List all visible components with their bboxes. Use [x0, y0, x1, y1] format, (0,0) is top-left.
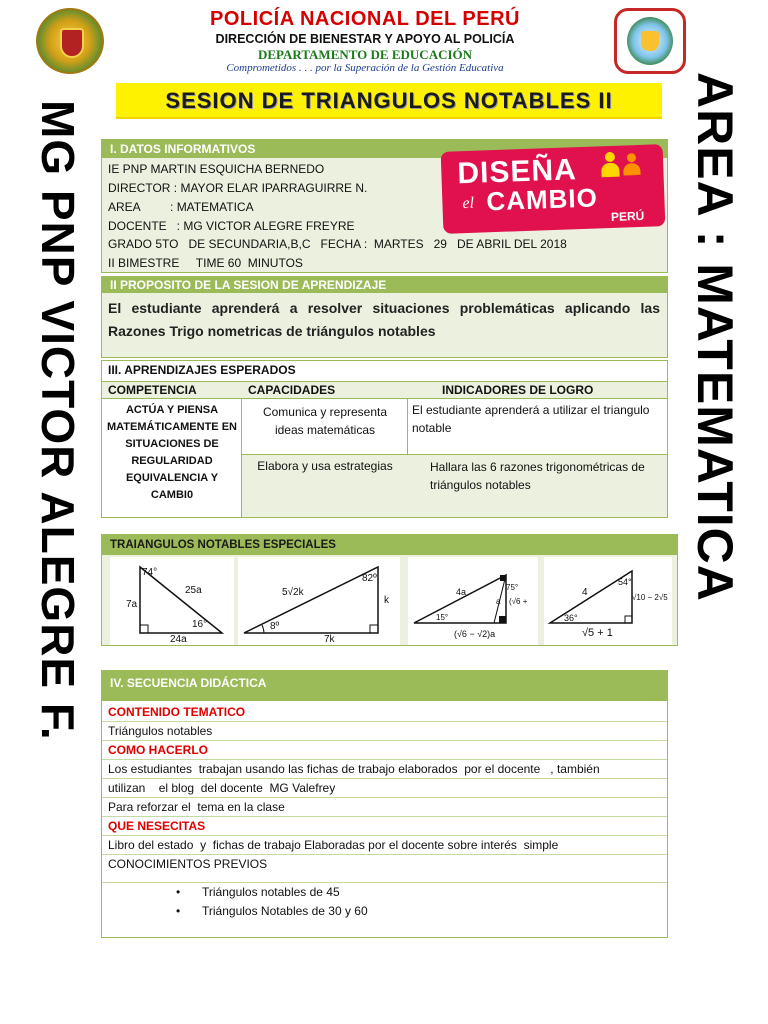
- datos-line-docente: DOCENTE : MG VICTOR ALEGRE FREYRE: [108, 219, 355, 233]
- secuencia-rows: [102, 701, 667, 881]
- datos-line-bimestre: II BIMESTRE TIME 60 MINUTOS: [108, 256, 303, 270]
- police-emblem-icon: [36, 8, 104, 74]
- row-necesitas: QUE NESECITAS: [102, 817, 667, 836]
- people-icon: [601, 151, 652, 183]
- row-previos: CONOCIMIENTOS PREVIOS: [102, 855, 667, 883]
- list-item: • Triángulos notables de 45: [176, 885, 340, 899]
- indicador-2: Hallara las 6 razones trigonométricas de triángulos notables: [430, 460, 645, 492]
- datos-line-director: DIRECTOR : MAYOR ELAR IPARRAGUIRRE N.: [108, 181, 368, 195]
- department-crest-icon: [614, 8, 686, 74]
- motto: Comprometidos . . . por la Superación de la Gestión Educativa: [226, 62, 504, 74]
- proposito-heading: II PROPOSITO DE LA SESION DE APRENDIZAJE: [102, 277, 667, 293]
- row-contenido: CONTENIDO TEMATICO: [102, 703, 667, 722]
- triangle-54-36: 4 54° √10 − 2√5 36° √5 + 1: [544, 557, 672, 645]
- datos-line-grado: GRADO 5TO DE SECUNDARIA,B,C FECHA : MARTES 29 DE ABRIL DEL 2018: [108, 237, 567, 251]
- triangulos-heading: TRAIANGULOS NOTABLES ESPECIALES: [102, 535, 677, 555]
- row-triangulos: Triángulos notables: [102, 722, 667, 741]
- row-libro: Libro del estado y fichas de trabajo Elaboradas por el docente sobre interés simple: [102, 836, 667, 855]
- aprendizajes-heading: III. APRENDIZAJES ESPERADOS: [108, 363, 296, 377]
- secuencia-heading: IV. SECUENCIA DIDÁCTICA: [102, 671, 667, 701]
- triangulos-section: [101, 534, 678, 646]
- triangle-74-16: 74° 25a 7a 16° 24a: [110, 557, 234, 645]
- col-capacidades: CAPACIDADES: [248, 383, 336, 397]
- session-title: SESION DE TRIANGULOS NOTABLES II: [165, 88, 613, 113]
- triangle-75-15: 4a 75° a (√6 + 15° (√6 − √2)a: [408, 557, 538, 645]
- row-blog: utilizan el blog del docente MG Valefrey: [102, 779, 667, 798]
- org-subtitle: DIRECCIÓN DE BIENESTAR Y APOYO AL POLICÍA: [215, 32, 515, 46]
- row-como: COMO HACERLO: [102, 741, 667, 760]
- col-indicadores: INDICADORES DE LOGRO: [442, 383, 594, 397]
- capacidad-2: Elabora y usa estrategias: [257, 459, 393, 473]
- proposito-section: [101, 276, 668, 358]
- triangle-82-8-shape: [238, 557, 400, 645]
- triangle-82-8: 5√2k 82º k 8º 7k: [238, 557, 400, 645]
- proposito-text: El estudiante aprenderá a resolver situaciones problemáticas aplicando las Razones Trigo nometricas de triángulos notables: [108, 300, 660, 339]
- header: [0, 0, 768, 80]
- list-item: • Triángulos Notables de 30 y 60: [176, 904, 368, 918]
- row-estudiantes: Los estudiantes trabajan usando las fichas de trabajo elaborados por el docente , también: [102, 760, 667, 779]
- secuencia-section: [101, 670, 668, 938]
- datos-line-ie: IE PNP MARTIN ESQUICHA BERNEDO: [108, 162, 325, 176]
- aprendizajes-section: [101, 360, 668, 518]
- previos-list: [176, 885, 596, 923]
- session-banner: [116, 83, 662, 119]
- row-reforzar: Para reforzar el tema en la clase: [102, 798, 667, 817]
- department-name: DEPARTAMENTO DE EDUCACIÓN: [257, 47, 473, 62]
- competencia-text: ACTÚA Y PIENSA MATEMÁTICAMENTE EN SITUACIONES DE REGULARIDAD EQUIVALENCIA Y CAMBI0: [107, 404, 237, 501]
- capacidad-1: Comunica y representa ideas matemáticas: [262, 405, 388, 437]
- datos-heading: I. DATOS INFORMATIVOS: [102, 140, 667, 158]
- indicador-1: El estudiante aprenderá a utilizar el triangulo notable: [412, 403, 650, 435]
- datos-line-area: AREA : MATEMATICA: [108, 200, 254, 214]
- org-title: POLICÍA NACIONAL DEL PERÚ: [210, 8, 520, 30]
- disena-el-cambio-logo: DISEÑA el CAMBIO PERÚ: [441, 144, 666, 234]
- datos-section: [101, 139, 668, 273]
- col-competencia: COMPETENCIA: [108, 383, 197, 397]
